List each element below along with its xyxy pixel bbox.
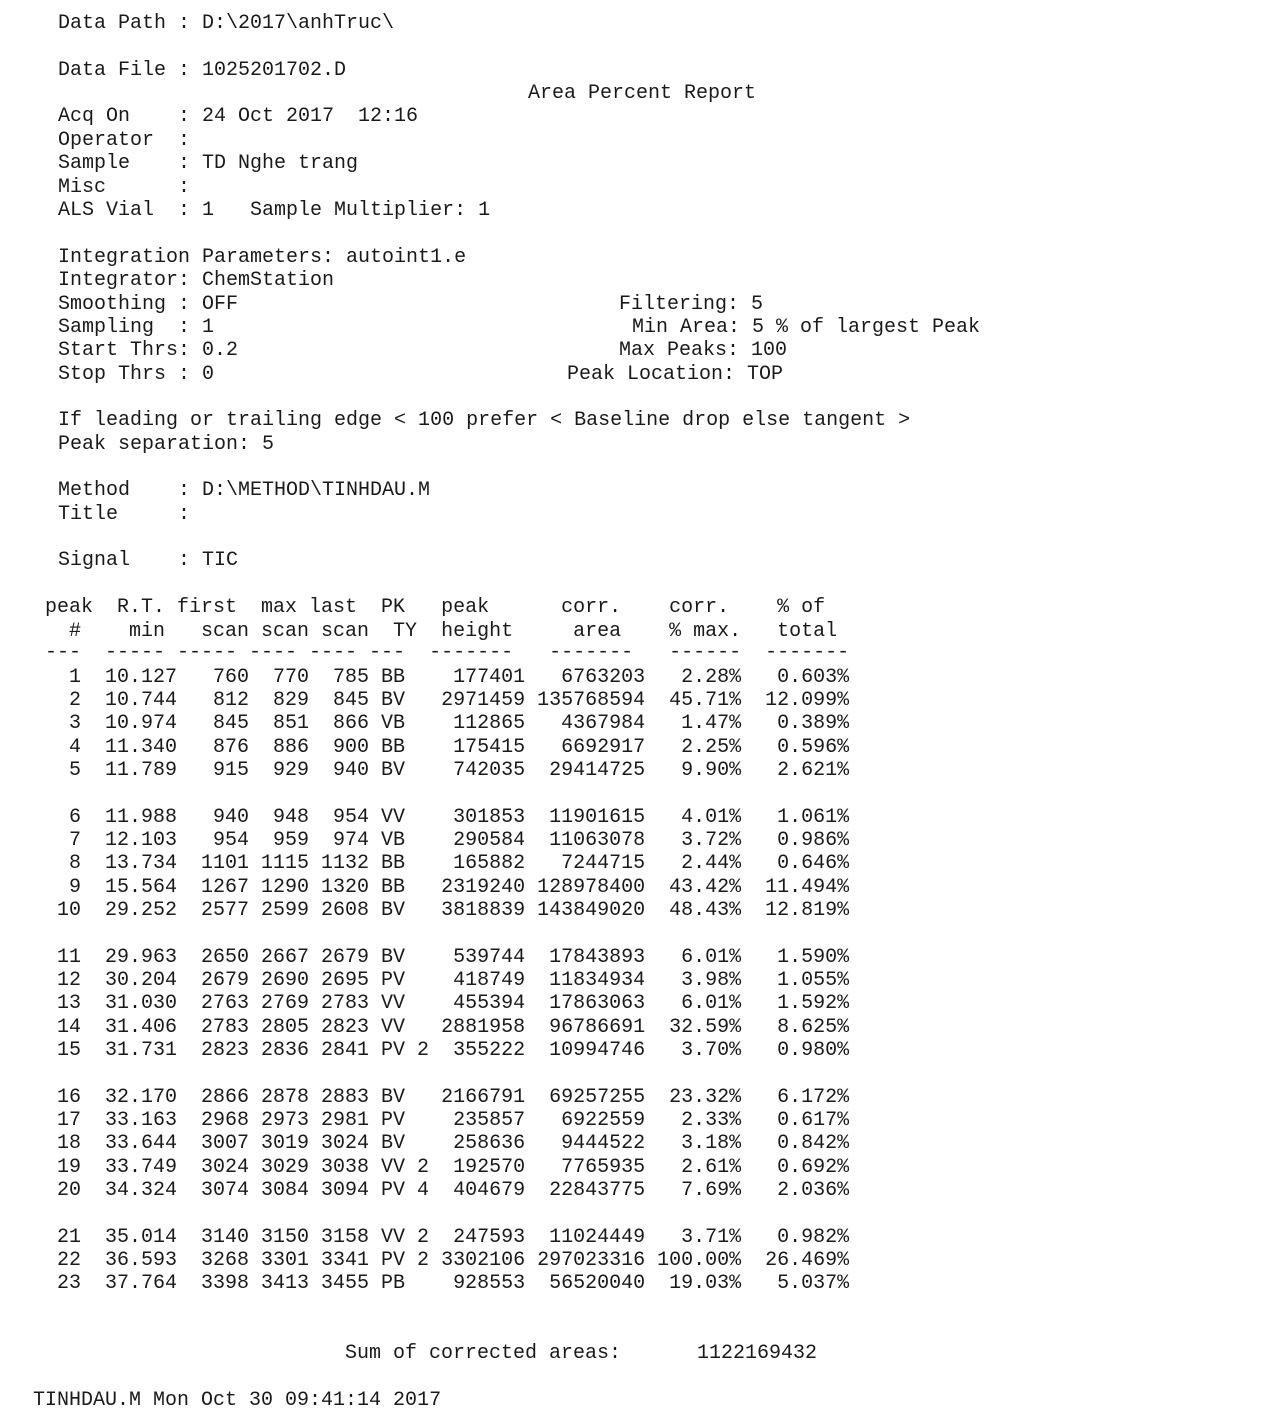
max-peaks: Max Peaks: 100	[619, 339, 788, 362]
table-row: 2 10.744 812 829 845 BV 2971459 135768594 45.71% 12.099%	[45, 689, 850, 712]
table-row: 16 32.170 2866 2878 2883 BV 2166791 69257255 23.32% 6.172%	[45, 1086, 850, 1109]
peak-location: Peak Location: TOP	[567, 363, 784, 386]
table-row: 10 29.252 2577 2599 2608 BV 3818839 143849020 48.43% 12.819%	[45, 899, 850, 922]
table-row: 9 15.564 1267 1290 1320 BB 2319240 128978400 43.42% 11.494%	[45, 876, 850, 899]
data-file: Data File : 1025201702.D	[46, 59, 347, 82]
data-path: Data Path : D:\2017\anhTruc\	[46, 12, 395, 35]
table-row: 22 36.593 3268 3301 3341 PV 2 3302106 297023316 100.00% 26.469%	[45, 1249, 850, 1272]
filtering: Filtering: 5	[619, 293, 764, 316]
method: Method : D:\METHOD\TINHDAU.M	[46, 479, 431, 502]
table-row: 5 11.789 915 929 940 BV 742035 29414725 9.90% 2.621%	[45, 759, 850, 782]
start-threshold: Start Thrs: 0.2	[46, 339, 239, 362]
integration-parameters: Integration Parameters: autoint1.e	[46, 246, 467, 269]
report-title: Area Percent Report	[528, 82, 757, 105]
table-row: 13 31.030 2763 2769 2783 VV 455394 17863063 6.01% 1.592%	[45, 992, 850, 1015]
table-row: 3 10.974 845 851 866 VB 112865 4367984 1.47% 0.389%	[45, 712, 850, 735]
table-row: 8 13.734 1101 1115 1132 BB 165882 7244715 2.44% 0.646%	[45, 852, 850, 875]
peak-separation: Peak separation: 5	[46, 433, 275, 456]
table-row: 15 31.731 2823 2836 2841 PV 2 355222 10994746 3.70% 0.980%	[45, 1039, 850, 1062]
table-row: 18 33.644 3007 3019 3024 BV 258636 9444522 3.18% 0.842%	[45, 1132, 850, 1155]
table-row: 7 12.103 954 959 974 VB 290584 11063078 3.72% 0.986%	[45, 829, 850, 852]
table-row: 12 30.204 2679 2690 2695 PV 418749 11834934 3.98% 1.055%	[45, 969, 850, 992]
table-row: 14 31.406 2783 2805 2823 VV 2881958 96786691 32.59% 8.625%	[45, 1016, 850, 1039]
misc: Misc :	[46, 176, 191, 199]
print-footer: TINHDAU.M Mon Oct 30 09:41:14 2017	[33, 1389, 442, 1412]
smoothing: Smoothing : OFF	[46, 293, 239, 316]
table-row: 23 37.764 3398 3413 3455 PB 928553 56520040 19.03% 5.037%	[45, 1272, 850, 1295]
operator: Operator :	[46, 129, 191, 152]
table-row: 17 33.163 2968 2973 2981 PV 235857 6922559 2.33% 0.617%	[45, 1109, 850, 1132]
als-vial: ALS Vial : 1 Sample Multiplier: 1	[46, 199, 491, 222]
table-header-row-1: peak R.T. first max last PK peak corr. corr. % of	[45, 596, 826, 619]
sum-corrected-areas-value: 1122169432	[697, 1342, 818, 1365]
table-row: 20 34.324 3074 3084 3094 PV 4 404679 22843775 7.69% 2.036%	[45, 1179, 850, 1202]
signal: Signal : TIC	[46, 549, 239, 572]
table-row: 19 33.749 3024 3029 3038 VV 2 192570 7765935 2.61% 0.692%	[45, 1156, 850, 1179]
table-row: 6 11.988 940 948 954 VV 301853 11901615 4.01% 1.061%	[45, 806, 850, 829]
sampling: Sampling : 1	[46, 316, 215, 339]
integrator: Integrator: ChemStation	[46, 269, 335, 292]
edge-rule: If leading or trailing edge < 100 prefer < Baseline drop else tangent >	[46, 409, 911, 432]
table-row: 21 35.014 3140 3150 3158 VV 2 247593 11024449 3.71% 0.982%	[45, 1226, 850, 1249]
sample: Sample : TD Nghe trang	[46, 152, 359, 175]
table-header-row-2: # min scan scan scan TY height area % max. total	[45, 620, 838, 643]
table-row: 1 10.127 760 770 785 BB 177401 6763203 2.28% 0.603%	[45, 666, 850, 689]
method-title: Title :	[46, 503, 191, 526]
table-header-rule: --- ----- ----- ---- ---- --- ------- ------- ------ -------	[45, 641, 850, 664]
min-area: Min Area: 5 % of largest Peak	[632, 316, 981, 339]
table-row: 4 11.340 876 886 900 BB 175415 6692917 2.25% 0.596%	[45, 736, 850, 759]
stop-threshold: Stop Thrs : 0	[46, 363, 215, 386]
sum-corrected-areas-label: Sum of corrected areas:	[345, 1342, 622, 1365]
acq-on: Acq On : 24 Oct 2017 12:16	[46, 105, 419, 128]
table-row: 11 29.963 2650 2667 2679 BV 539744 17843893 6.01% 1.590%	[45, 946, 850, 969]
